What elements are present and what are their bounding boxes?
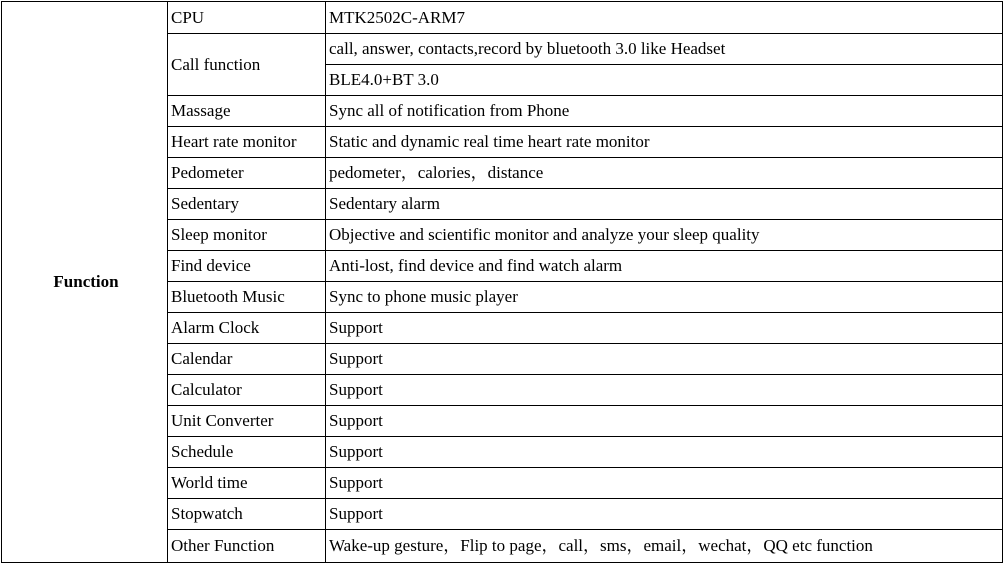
feature-call-function: Call function	[168, 34, 326, 96]
feature-calendar: Calendar	[168, 344, 326, 375]
value-bluetooth-music: Sync to phone music player	[326, 282, 1003, 313]
group-label-function: Function	[2, 2, 168, 563]
feature-alarm-clock: Alarm Clock	[168, 313, 326, 344]
feature-heart-rate-monitor: Heart rate monitor	[168, 127, 326, 158]
feature-find-device: Find device	[168, 251, 326, 282]
value-call-function-1: call, answer, contacts,record by bluetooth 3.0 like Headset	[326, 34, 1003, 65]
value-heart-rate-monitor: Static and dynamic real time heart rate monitor	[326, 127, 1003, 158]
value-massage: Sync all of notification from Phone	[326, 96, 1003, 127]
value-find-device: Anti-lost, find device and find watch alarm	[326, 251, 1003, 282]
feature-schedule: Schedule	[168, 437, 326, 468]
value-world-time: Support	[326, 468, 1003, 499]
value-schedule: Support	[326, 437, 1003, 468]
feature-massage: Massage	[168, 96, 326, 127]
feature-unit-converter: Unit Converter	[168, 406, 326, 437]
value-sedentary: Sedentary alarm	[326, 189, 1003, 220]
value-pedometer: pedometer，calories，distance	[326, 158, 1003, 189]
feature-calculator: Calculator	[168, 375, 326, 406]
feature-sleep-monitor: Sleep monitor	[168, 220, 326, 251]
feature-cpu: CPU	[168, 2, 326, 34]
function-spec-table	[1, 1, 1003, 563]
value-calculator: Support	[326, 375, 1003, 406]
value-sleep-monitor: Objective and scientific monitor and analyze your sleep quality	[326, 220, 1003, 251]
feature-world-time: World time	[168, 468, 326, 499]
value-call-function-2: BLE4.0+BT 3.0	[326, 65, 1003, 96]
value-other-function: Wake-up gesture，Flip to page，call，sms，email，wechat，QQ etc function	[326, 530, 1003, 563]
value-calendar: Support	[326, 344, 1003, 375]
feature-sedentary: Sedentary	[168, 189, 326, 220]
value-unit-converter: Support	[326, 406, 1003, 437]
value-cpu: MTK2502C-ARM7	[326, 2, 1003, 34]
table-row	[2, 2, 1003, 34]
feature-pedometer: Pedometer	[168, 158, 326, 189]
value-stopwatch: Support	[326, 499, 1003, 530]
feature-other-function: Other Function	[168, 530, 326, 563]
feature-stopwatch: Stopwatch	[168, 499, 326, 530]
feature-bluetooth-music: Bluetooth Music	[168, 282, 326, 313]
value-alarm-clock: Support	[326, 313, 1003, 344]
